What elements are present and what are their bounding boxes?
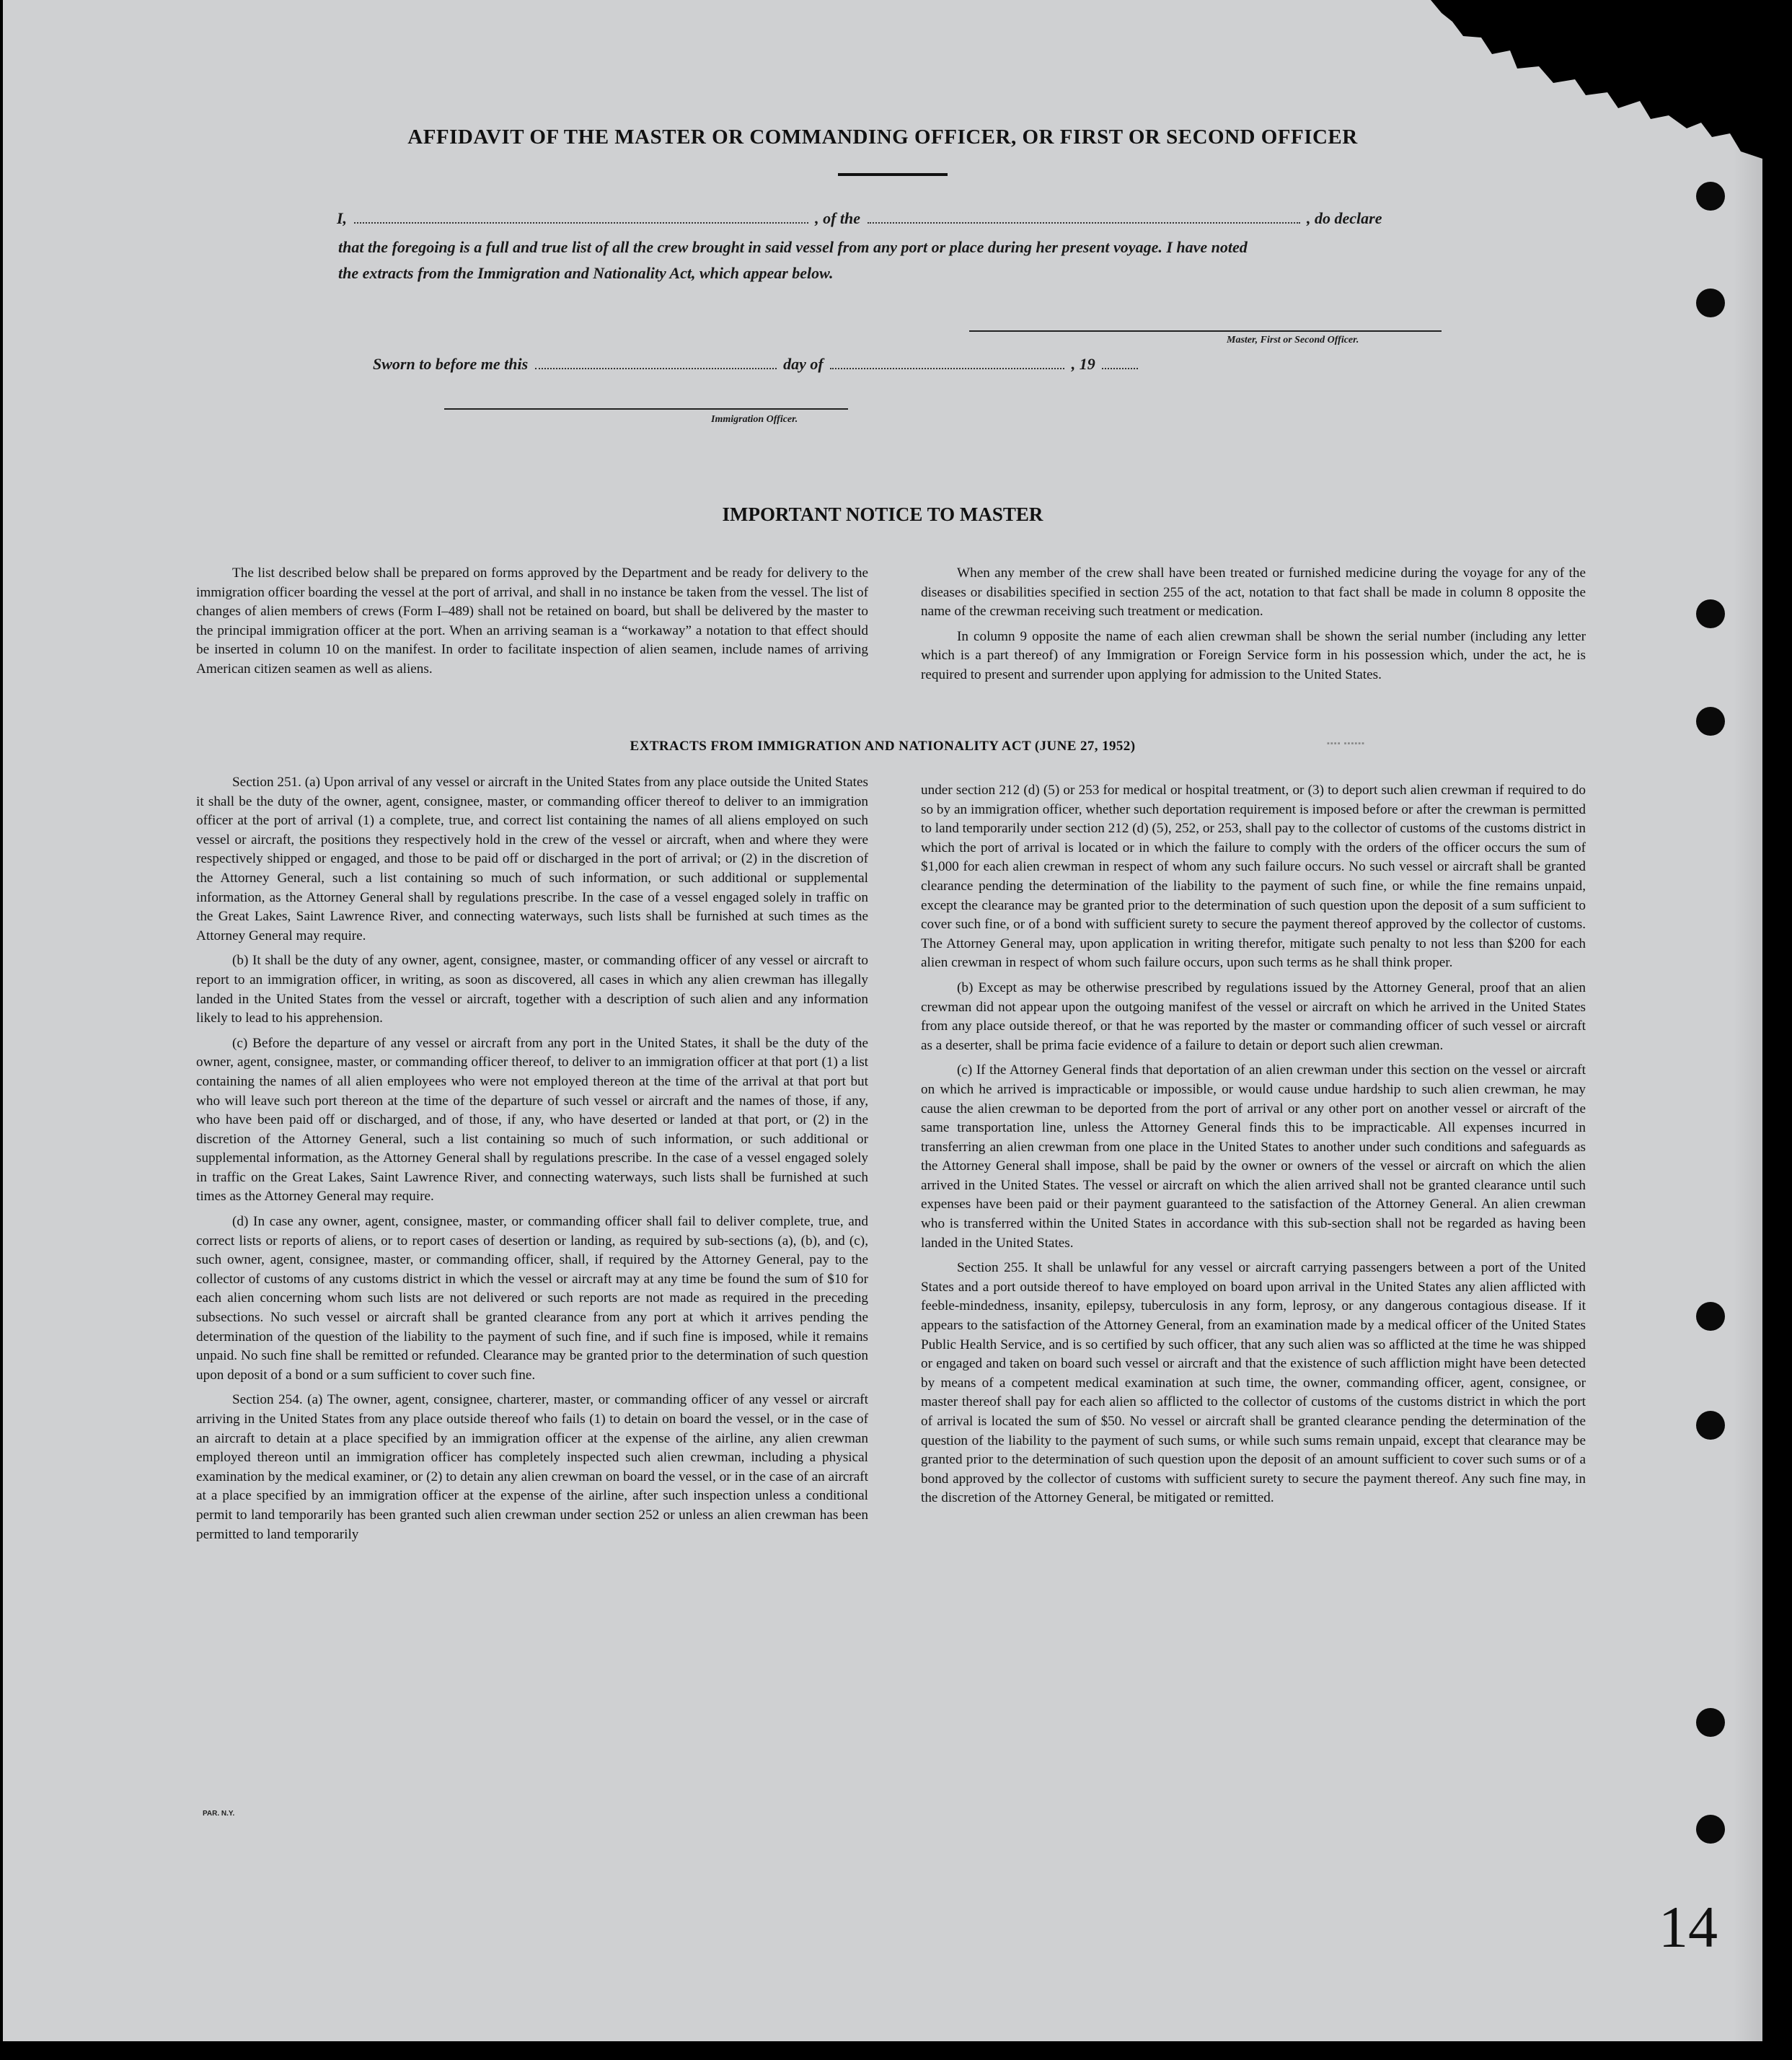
master-signature-caption: Master, First or Second Officer. bbox=[1227, 335, 1359, 345]
extract-paragraph: (c) If the Attorney General finds that deportation of an alien crewman under this section on the vessel or aircraft on which he arrived is impracticable or impossible, or would cause undue hardship to such alien crewman, he may cause the alien crewman to be deported from the port of arrival or any other port on another vessel or aircraft of the same transportation line, unless the Attorney General finds this to be impracticable. All expenses incurred in transferring an alien crewman from one place in the United States to another under such conditions and safeguards as the Attorney General shall impose, shall be paid by the owner or owners of the vessel or aircraft on which the alien arrived in the United States. The vessel or aircraft on which the alien arrived shall not be granted clearance until such expenses have been paid or their payment guaranteed to the satisfaction of the Attorney General. An alien crewman who is transferred within the United States in accordance with this sub-section shall not be regarded as having been landed in the United States. bbox=[921, 1062, 1586, 1251]
sworn-month-field[interactable] bbox=[830, 367, 1064, 369]
faint-stamp: ▪▪▪▪ ▪▪▪▪▪▪ bbox=[1327, 739, 1366, 748]
extract-paragraph: Section 255. It shall be unlawful for any vessel or aircraft carrying passengers between a port of the United States and a port outside thereof to have employed on board upon arrival in the United States any alien afflicted with feeble-mindedness, insanity, epilepsy, tuberculosis in any form, leprosy, or any dangerous contagious disease. If it appears to the satisfaction of the Attorney General, from an examination made by a medical officer of the United States Public Health Service, and is so certified by such officer, that any such alien was so afflicted at the time he was shipped or engaged and taken on board such vessel or aircraft and that the existence of such affliction might have been detected by means of a competent medical examination at such time, the owner, commanding officer, agent, consignee, or master thereof shall pay for each alien so afflicted to the collector of customs of the customs district in which the port of arrival is located the sum of $50. No vessel or aircraft shall be granted clearance pending the determination of the question of the liability to the payment of such sums, or while such sums remain unpaid, except that clearance may be granted prior to the determination of such question upon the deposit of an amount sufficient to cover such sums or of a bond approved by the collector of customs with sufficient surety to secure the payment thereof. Any such fine may, in the discretion of the Attorney General, be mitigated or remitted. bbox=[921, 1260, 1586, 1506]
sworn-day-of: day of bbox=[783, 355, 824, 373]
extracts-left-column bbox=[196, 773, 868, 1550]
document-page bbox=[3, 0, 1762, 2041]
extracts-title: EXTRACTS FROM IMMIGRATION AND NATIONALITY ACT (JUNE 27, 1952) bbox=[630, 739, 1136, 754]
officer-signature-line[interactable] bbox=[444, 408, 848, 410]
binder-hole bbox=[1696, 1815, 1725, 1844]
master-signature-line[interactable] bbox=[969, 330, 1442, 332]
notice-right-paragraph-2: In column 9 opposite the name of each alien crewman shall be shown the serial number (including any letter which is a part thereof) of any Immigration or Foreign Service form in his possession which, under the act, he is required to present and surrender upon applying for admission to the United States. bbox=[921, 628, 1586, 682]
notice-left-paragraph: The list described below shall be prepared on forms approved by the Department and be ready for delivery to the immigration officer boarding the vessel at the port of arrival, and shall in no instance be taken from the vessel. The list of changes of alien members of crews (Form I–489) shall not be retained on board, but shall be delivered by the master to the principal immigration officer at the port. When an arriving seaman is a “workaway” a notation to that effect should be inserted in column 10 on the manifest. In order to facilitate inspection of alien seamen, include names of arriving American citizen seamen as well as aliens. bbox=[196, 565, 868, 677]
extract-paragraph: (b) It shall be the duty of any owner, agent, consignee, master, or commanding officer of any vessel or aircraft to report to an immigration officer, in writing, as soon as discovered, all cases in which any alien crewman has illegally landed in the United States from the vessel or aircraft, together with a description of such alien and any information likely to lead to his apprehension. bbox=[196, 953, 868, 1026]
binder-hole bbox=[1696, 599, 1725, 628]
binder-hole bbox=[1696, 1708, 1725, 1737]
notice-left-column bbox=[196, 564, 868, 685]
officer-signature-caption: Immigration Officer. bbox=[711, 414, 798, 425]
declaration-line bbox=[337, 209, 1382, 228]
notice-title: IMPORTANT NOTICE TO MASTER bbox=[722, 503, 1043, 525]
declaration-i: I, bbox=[337, 209, 348, 227]
extract-paragraph: (d) In case any owner, agent, consignee, master, or commanding officer shall fail to deliver complete, true, and correct lists or reports of aliens, or to report cases of desertion or landing, as required by sub-sections (a), (b), and (c), such owner, agent, consignee, master, or commanding officer, shall, if required by the Attorney General, pay to the collector of customs of any customs district in which the vessel or aircraft may at any time be found the sum of $10 for each alien concerning whom such lists are not delivered or such reports are not made as required in the preceding subsections. No such vessel or aircraft shall be granted clearance from any port at which it arrives pending the determination of the question of the liability to the payment of such fine, and if such fine is imposed, while it remains unpaid. No such fine shall be remitted or refunded. Clearance may be granted prior to the determination of such question upon deposit of a bond or a sum sufficient to cover such fine. bbox=[196, 1214, 868, 1383]
binder-hole bbox=[1696, 182, 1725, 211]
sworn-year-prefix: , 19 bbox=[1071, 355, 1095, 373]
notice-right-column bbox=[921, 564, 1586, 691]
handwritten-page-number: 14 bbox=[1659, 1894, 1718, 1960]
binder-hole bbox=[1696, 1411, 1725, 1440]
vessel-field[interactable] bbox=[868, 221, 1300, 224]
sworn-day-field[interactable] bbox=[535, 367, 777, 369]
sworn-prefix: Sworn to before me this bbox=[373, 355, 529, 373]
notice-right-paragraph-1: When any member of the crew shall have been treated or furnished medicine during the voyage for any of the diseases or disabilities specified in section 255 of the act, notation to that fact shall be made in column 8 opposite the name of the crewman receiving such treatment or medication. bbox=[921, 565, 1586, 620]
extract-paragraph: (c) Before the departure of any vessel or aircraft from any port in the United States, it shall be the duty of the owner, agent, consignee, master, or commanding officer thereof, to deliver to an immigration officer at that port (1) a list containing the names of all alien employees who were not employed thereon at the time of the arrival at that port but who will leave such port thereon at the time of the departure of such vessel or aircraft and the names of those, if any, who have been paid off or discharged, and of those, if any, who have deserted or landed at that port, or (2) in the discretion of the Attorney General, such a list containing so much of such information, or such additional or supplemental information, as the Attorney General shall by regulations prescribe. In the case of a vessel engaged solely in traffic on the Great Lakes, Saint Lawrence River, and connecting waterways, such lists shall be furnished at such times as the Attorney General may require. bbox=[196, 1035, 868, 1205]
extract-paragraph: under section 212 (d) (5) or 253 for medical or hospital treatment, or (3) to deport such alien crewman if required to do so by an immigration officer, whether such deportation requirement is imposed before or after the crewman is permitted to land temporarily under section 212 (d) (5), 252, or 253, shall pay to the collector of customs of the customs district in which the port of arrival is located or in which the failure to comply with the orders of the officer occurs the sum of $1,000 for each alien crewman in respect of whom any such failure occurs. No such vessel or aircraft shall be granted clearance pending the determination of the liability to the payment of such fine, or while the fine remains unpaid, except the clearance may be granted prior to the determination of such question upon the deposit of a sum sufficient to cover such fine, or of a bond with sufficient surety to secure the payment thereof approved by the collector of customs. The Attorney General may, upon application in writing therefor, mitigate such penalty to not less than $200 for each alien crewman in respect of whom such failure occurs, upon such terms as he shall think proper. bbox=[921, 783, 1586, 971]
printer-mark: PAR. N.Y. bbox=[203, 1810, 235, 1818]
declaration-text-2: that the foregoing is a full and true list of all the crew brought in said vessel from any port or place during her present voyage. I have noted bbox=[338, 238, 1248, 256]
name-field[interactable] bbox=[354, 221, 808, 224]
declaration-do-declare: , do declare bbox=[1307, 209, 1382, 227]
declaration-text-3: the extracts from the Immigration and Nationality Act, which appear below. bbox=[338, 264, 834, 282]
sworn-year-field[interactable] bbox=[1102, 367, 1138, 369]
page-edge-shadow bbox=[1734, 0, 1762, 2041]
binder-hole bbox=[1696, 707, 1725, 736]
declaration-of-the: , of the bbox=[815, 209, 861, 227]
affidavit-title: AFFIDAVIT OF THE MASTER OR COMMANDING OFFICER, OR FIRST OR SECOND OFFICER bbox=[407, 126, 1358, 149]
extract-paragraph: (b) Except as may be otherwise prescribed by regulations issued by the Attorney General, proof that an alien crewman did not appear upon the outgoing manifest of the vessel or aircraft on which he arrived in the United States from any place outside thereof, or that he was reported by the master or commanding officer of such vessel or aircraft as a deserter, shall be prima facie evidence of a failure to detain or deport such alien crewman. bbox=[921, 980, 1586, 1053]
title-rule bbox=[838, 173, 948, 176]
extracts-right-column bbox=[921, 781, 1586, 1514]
extract-paragraph: Section 251. (a) Upon arrival of any vessel or aircraft in the United States from any place outside the United States it shall be the duty of the owner, agent, consignee, master, or commanding officer thereof to deliver to an immigration officer at the port of arrival (1) a complete, true, and correct list containing the names of all aliens employed on such vessel or aircraft, the positions they respectively hold in the crew of the vessel or aircraft, when and where they were respectively shipped or engaged, and those to be paid off or discharged in the port of arrival; or (2) in the discretion of the Attorney General, such a list containing so much of such information, or such additional or supplemental information, as the Attorney General shall by regulations prescribe. In the case of a vessel engaged solely in traffic on the Great Lakes, Saint Lawrence River, and connecting waterways, such lists shall be furnished at such times as the Attorney General may require. bbox=[196, 775, 868, 943]
binder-hole bbox=[1696, 1302, 1725, 1331]
extract-paragraph: Section 254. (a) The owner, agent, consignee, charterer, master, or commanding officer of any vessel or aircraft arriving in the United States from any place outside thereof who fails (1) to detain on board the vessel, or in the case of an aircraft to detain at a place specified by an immigration officer at the expense of the airline, any alien crewman employed thereon until an immigration officer has completely inspected such alien crewman, including a physical examination by the medical examiner, or (2) to detain any alien crewman on board the vessel, or in the case of an aircraft at a place specified by an immigration officer at the expense of the airline, after such inspection unless a conditional permit to land temporarily has been granted such alien crewman under section 252 or unless an alien crewman has been permitted to land temporarily bbox=[196, 1392, 868, 1542]
binder-hole bbox=[1696, 289, 1725, 317]
sworn-line bbox=[373, 355, 1141, 374]
